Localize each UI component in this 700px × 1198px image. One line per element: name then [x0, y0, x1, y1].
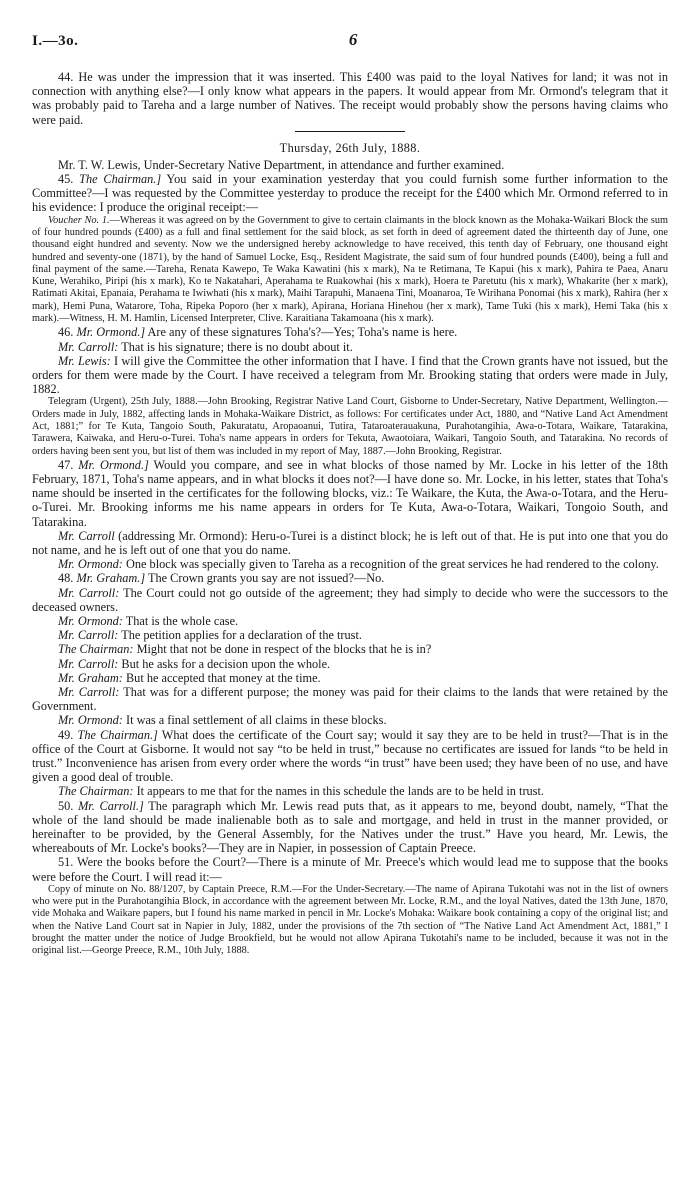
speaker: Mr. Ormond:: [58, 713, 123, 728]
speaker: Mr. Carroll:: [58, 656, 119, 671]
speaker: Mr. Ormond:: [58, 614, 123, 629]
document-reference: I.—3o.: [32, 33, 79, 49]
minute-text: Copy of minute on No. 88/1207, by Captain Preece, R.M.—For the Under-Secretary.—The name of Apirana Tukotahi was not in the list of owners who were put in the Purahotangihia Block, in accordance with the agreement between Mr. Locke, R.M., and the loyal Natives, dated the 13th June, 1870, vide Mohaka and Waikare papers, but I found his name marked in pencil in Mr. Locke's Mohaka: Waikare book containing a copy of the original list; and when the Native Land Court sat in Napier in July, 1882, under the provisions of the 7th section of “The Native Land Act Amendment Act, 1881,” I brought the matter under the notice of Judge Brookfield, but he would not allow Apirana Tukotahi's name to be included, because it was not in the original list.—George Preece, R.M., 10th July, 1888.: [32, 883, 668, 957]
date-heading: Thursday, 26th July, 1888.: [279, 140, 421, 155]
speaker: The Chairman.]: [77, 727, 158, 742]
minute-block: [32, 884, 668, 958]
question-49: 49. The Chairman.] What does the certificate of the Court say; would it say they are to be held in trust?—That is in the office of the Court at Gisborne. It would not say “to be held in trust,” because no certificates are issued for lands “to be held in trust.” Inconvenience has arisen from every order where the words “in trust” have been used; they have been of no use, and have given a good deal of trouble.: [32, 727, 668, 785]
remark-lewis-1: Mr. Lewis: I will give the Committee the other information that I have. I find that the Crown grants have not issued, but the orders for them were made by the Court. I have received a telegram from Mr. Brooking stating that orders were made in July, 1882.: [32, 353, 668, 397]
speaker: The Chairman:: [58, 784, 134, 799]
speaker: Mr. Carroll:: [58, 628, 119, 643]
speaker: Mr. Carroll: [58, 528, 115, 543]
attendance-line: Mr. T. W. Lewis, Under-Secretary Native Department, in attendance and further examined.: [58, 157, 505, 172]
remark-carroll-1: Mr. Carroll: That is his signature; there is no doubt about it.: [58, 339, 353, 354]
paragraph-44: 44. He was under the impression that it was inserted. This £400 was paid to the loyal Natives for land; it was not in connection with anything else?—I only know what appears in the papers. It would appear from Mr. Ormond's telegram that it was probably paid to Tareha and a large number of Natives. The receipt would probably show the persons having claims who were paid.: [32, 70, 668, 127]
question-47: 47. Mr. Ormond.] Would you compare, and see in what blocks of those named by Mr. Locke in his letter of the 18th February, 1871, Toha's name appears, and in what blocks it does not?—I have done so. Mr. Locke, in his letter, states that Toha's name should be inserted in the certificates for the following blocks, viz.: Te Waikare, the Kuta, the Awa-o-Totara, and the Heru-o-Turei. Mr. Brooking informs me his name appears in orders for Te Kuta, Awa-o-Totara, Waikari, Tongoio South, and Tatarakina.: [32, 457, 668, 529]
remark-ormond-1: Mr. Ormond: One block was specially given to Tareha as a recognition of the great services he had rendered to the colony.: [58, 557, 659, 572]
remark-carroll-2: Mr. Carroll (addressing Mr. Ormond): Heru-o-Turei is a distinct block; he is left out of that. He is put into one that you do not name, and he is left out of one that you do name.: [32, 528, 668, 558]
telegram-text: Telegram (Urgent), 25th July, 1888.—John Brooking, Registrar Native Land Court, Gisborne to Under-Secretary, Native Department, Wellington.—Orders made in July, 1882, affecting lands in Mohaka-Waikare District, as follows: For certificates under Act, 1880, and “Native Land Act Amendment Act, 1881;” for Te Kuta, Tangoio South, Pakuratatu, Aropaoanui, Tutira, Tataroaterauakuna, Purahotangihia, Awa-o-Totara, Waikare, Tatarakina, Tarawera, Kaiwaka, and Heru-o-Turei. Toha's name appears in orders for Tekuta, Awaotoiara, Waikari, Tangoio South, and Tatarakina. No records of orders having been sent you, but list of them was included in my report of May, 1887.—John Brooking, Registrar.: [32, 396, 668, 457]
remark-chairman-1: The Chairman: Might that not be done in respect of the blocks that he is in?: [58, 642, 432, 657]
page-body: [32, 70, 668, 958]
remark-ormond-2: Mr. Ormond: That is the whole case.: [58, 614, 239, 629]
question-50: 50. Mr. Carroll.] The paragraph which Mr. Lewis read puts that, as it appears to me, beyond doubt, namely, “That the whole of the land should be made inalienable both as to sale and mortgage, and held in trust in the manner provided, or hereinafter to be provided, by the General Assembly, for the Natives under the trust.” Have you heard, Mr. Lewis, the whereabouts of Mr. Locke's books?—They are in Napier, in possession of Captain Preece.: [32, 798, 668, 856]
speaker: The Chairman.]: [79, 172, 162, 187]
speaker: Mr. Lewis:: [58, 353, 111, 368]
speaker: Mr. Ormond.]: [76, 325, 146, 340]
page-header: [32, 30, 668, 70]
voucher-text: Voucher No. 1.—Whereas it was agreed on by the Government to give to certain claimants in the block known as the Mohaka-Waikari Block the sum of four hundred pounds (£400) as a full and final settlement for the said block, as set forth in deed of agreement dated the thirteenth day of June, one thousand eight hundred and seventy. Now we the undersigned hereby acknowledge to have received, this tenth day of February, one thousand eight hundred and seventy-one (1871), by the hand of Samuel Locke, Esq., Resident Magistrate, the said sum of four hundred pounds (£400), being a full and final payment of the same.—Tareha, Renata Kawepo, Te Waka Kawatini (his x mark), Na te Retimana, Te Kapui (his x mark), Pahira te Paea, Anaru Kune, Werahiko, Piripi (his x mark), Ko te Nakatahari, Aperahama te Ruakowhai (his x mark), Hoera te Paretutu (his x mark), Whakarite (her x mark), Ratimati Akitai, Epanaia, Perahama te Iwiwhati (his x mark), Maihi Tarapuhi, Manaena Tini, Moanaroa, Te Wirihana Ponomai (his x mark), Rahira (her x mark), Hemi Puna, Watarore, Toha, Ripeka Poporo (her x mark), Apirana, Horiana Hinehou (her x mark), Tame Tuki (his x mark), Hemi Taka (his x mark).—Witness, H. M. Hamlin, Licensed Interpreter, Clive. Karaitiana Takamoana (his x mark).: [32, 214, 669, 324]
speaker: Mr. Graham:: [58, 670, 123, 685]
speaker: Mr. Carroll:: [58, 585, 120, 600]
speaker: Mr. Ormond.]: [78, 457, 149, 472]
speaker: Mr. Carroll:: [58, 339, 119, 354]
remark-carroll-4: Mr. Carroll: The petition applies for a declaration of the trust.: [58, 628, 362, 643]
question-45: 45. The Chairman.] You said in your examination yesterday that you could furnish some further information to the Committee?—I was requested by the Committee yesterday to produce the receipt for the £400 which Mr. Ormond referred to in his evidence: I produce the original receipt:—: [32, 172, 669, 215]
remark-carroll-3: Mr. Carroll: The Court could not go outside of the agreement; they had simply to decide who were the successors to the deceased owners.: [32, 585, 669, 614]
remark-chairman-2: The Chairman: It appears to me that for the names in this schedule the lands are to be held in trust.: [58, 784, 544, 799]
remark-carroll-6: Mr. Carroll: That was for a different purpose; the money was paid for their claims to the lands that were retained by the Government.: [32, 685, 668, 714]
speaker: Mr. Graham.]: [76, 571, 146, 586]
question-48: 48. Mr. Graham.] The Crown grants you say are not issued?—No.: [58, 571, 385, 586]
voucher-label: Voucher No. 1.: [48, 214, 110, 226]
section-divider: [295, 131, 405, 132]
page-number: 6: [348, 30, 358, 49]
remark-carroll-5: Mr. Carroll: But he asks for a decision upon the whole.: [58, 656, 331, 671]
voucher-block: [32, 215, 668, 326]
remark-ormond-3: Mr. Ormond: It was a final settlement of all claims in these blocks.: [58, 713, 387, 728]
paragraph-51: 51. Were the books before the Court?—There is a minute of Mr. Preece's which would lead me to suppose that the books were before the Court. I will read it:—: [32, 855, 668, 884]
question-46: 46. Mr. Ormond.] Are any of these signatures Toha's?—Yes; Toha's name is here.: [58, 325, 458, 340]
speaker: The Chairman:: [58, 642, 134, 657]
telegram-block: [32, 396, 668, 457]
remark-graham-1: Mr. Graham: But he accepted that money at the time.: [58, 670, 321, 685]
speaker: Mr. Carroll.]: [78, 798, 144, 813]
speaker: Mr. Ormond:: [58, 557, 123, 572]
speaker: Mr. Carroll:: [58, 685, 120, 700]
